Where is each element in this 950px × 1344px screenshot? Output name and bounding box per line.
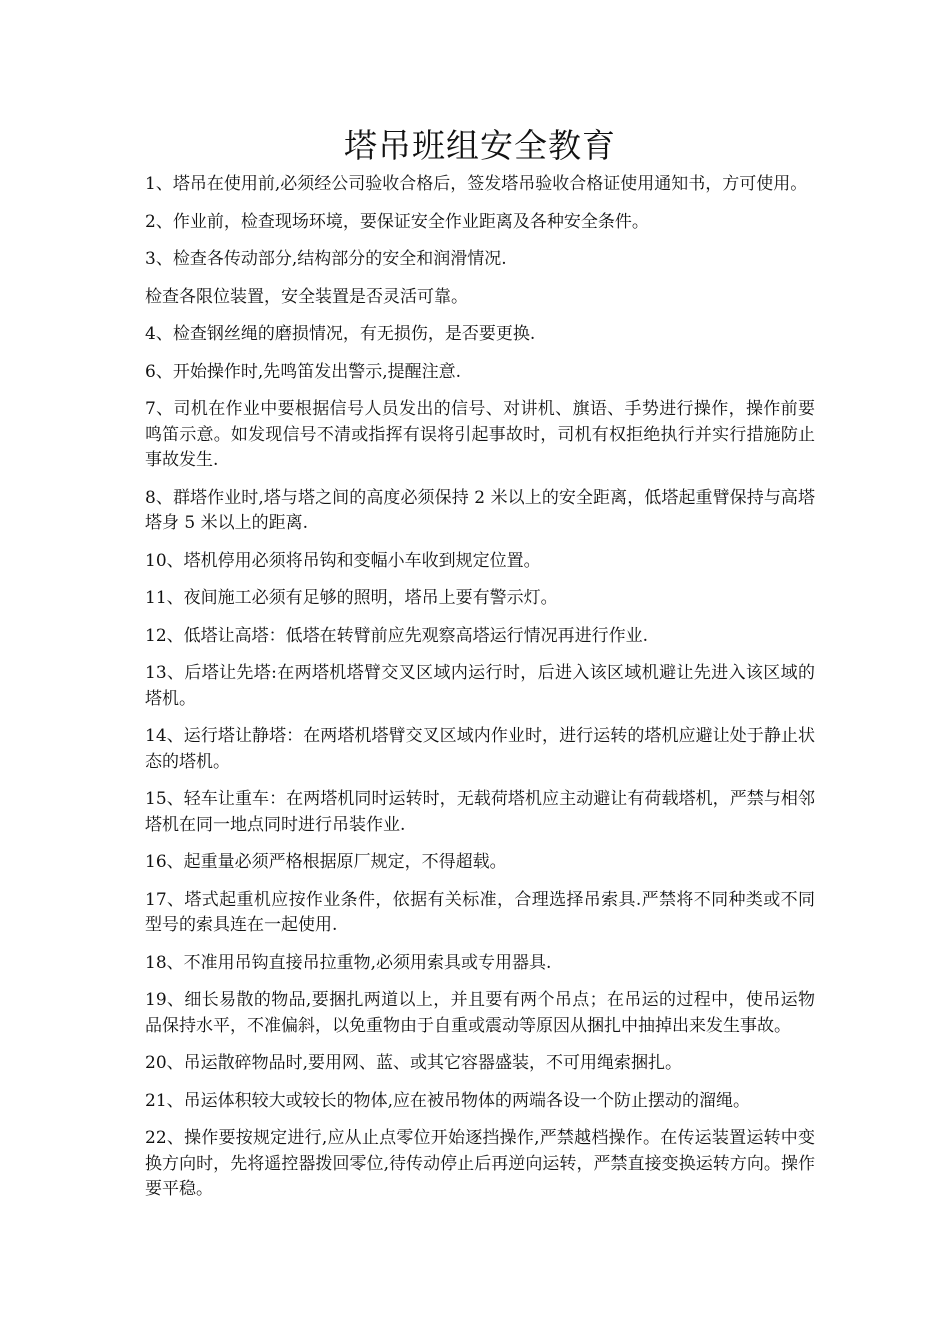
- paragraph-20: 20、吊运散碎物品时,要用网、蓝、或其它容器盛装，不可用绳索捆扎。: [145, 1053, 683, 1073]
- document-page: [145, 122, 815, 1215]
- paragraph-16: 16、起重量必须严格根据原厂规定，不得超载。: [145, 852, 507, 872]
- paragraph-14: 14、运行塔让静塔：在两塔机塔臂交叉区域内作业时，进行运转的塔机应避让处于静止状态的塔机。: [145, 726, 815, 772]
- paragraph-4: 4、检查钢丝绳的磨损情况，有无损伤，是否要更换.: [145, 324, 536, 344]
- paragraph-22: 22、操作要按规定进行,应从止点零位开始逐挡操作,严禁越档操作。在传运装置运转中变换方向时，先将遥控器拨回零位,待传动停止后再逆向运转，严禁直接变换运转方向。操作要平稳。: [145, 1128, 815, 1199]
- paragraph-15: 15、轻车让重车：在两塔机同时运转时，无载荷塔机应主动避让有荷载塔机，严禁与相邻塔机在同一地点同时进行吊装作业.: [145, 789, 815, 835]
- paragraph-7: 7、司机在作业中要根据信号人员发出的信号、对讲机、旗语、手势进行操作，操作前要鸣笛示意。如发现信号不清或指挥有误将引起事故时，司机有权拒绝执行并实行措施防止事故发生.: [145, 399, 815, 470]
- paragraph-17: 17、塔式起重机应按作业条件，依据有关标准，合理选择吊索具.严禁将不同种类或不同型号的索具连在一起使用.: [145, 889, 815, 935]
- paragraph-11: 11、夜间施工必须有足够的照明，塔吊上要有警示灯。: [145, 588, 558, 608]
- paragraph-3-continued: 检查各限位装置，安全装置是否灵活可靠。: [145, 286, 468, 307]
- paragraph-6: 6、开始操作时,先鸣笛发出警示,提醒注意.: [145, 361, 462, 382]
- paragraph-13: 13、后塔让先塔:在两塔机塔臂交叉区域内运行时，后进入该区域机避让先进入该区域的塔机。: [145, 663, 815, 709]
- document-body: [145, 172, 815, 1203]
- paragraph-19: 19、细长易散的物品,要捆扎两道以上，并且要有两个吊点；在吊运的过程中，使吊运物品保持水平，不准偏斜，以免重物由于自重或震动等原因从捆扎中抽掉出来发生事故。: [145, 990, 815, 1036]
- paragraph-18: 18、不准用吊钩直接吊拉重物,必须用索具或专用器具.: [145, 952, 552, 973]
- paragraph-2: 2、作业前，检查现场环境，要保证安全作业距离及各种安全条件。: [145, 211, 649, 232]
- paragraph-8: 8、群塔作业时,塔与塔之间的高度必须保持 2 米以上的安全距离，低塔起重臂保持与高塔塔身 5 米以上的距离.: [145, 487, 815, 533]
- paragraph-10: 10、塔机停用必须将吊钩和变幅小车收到规定位置。: [145, 550, 541, 571]
- paragraph-3: 3、检查各传动部分,结构部分的安全和润滑情况.: [145, 249, 507, 269]
- document-title: 塔吊班组安全教育: [344, 126, 616, 165]
- paragraph-1: 1、塔吊在使用前,必须经公司验收合格后，签发塔吊验收合格证使用通知书，方可使用。: [145, 174, 808, 194]
- paragraph-21: 21、吊运体积较大或较长的物体,应在被吊物体的两端各设一个防止摆动的溜绳。: [145, 1090, 751, 1111]
- paragraph-12: 12、低塔让高塔：低塔在转臂前应先观察高塔运行情况再进行作业.: [145, 625, 649, 646]
